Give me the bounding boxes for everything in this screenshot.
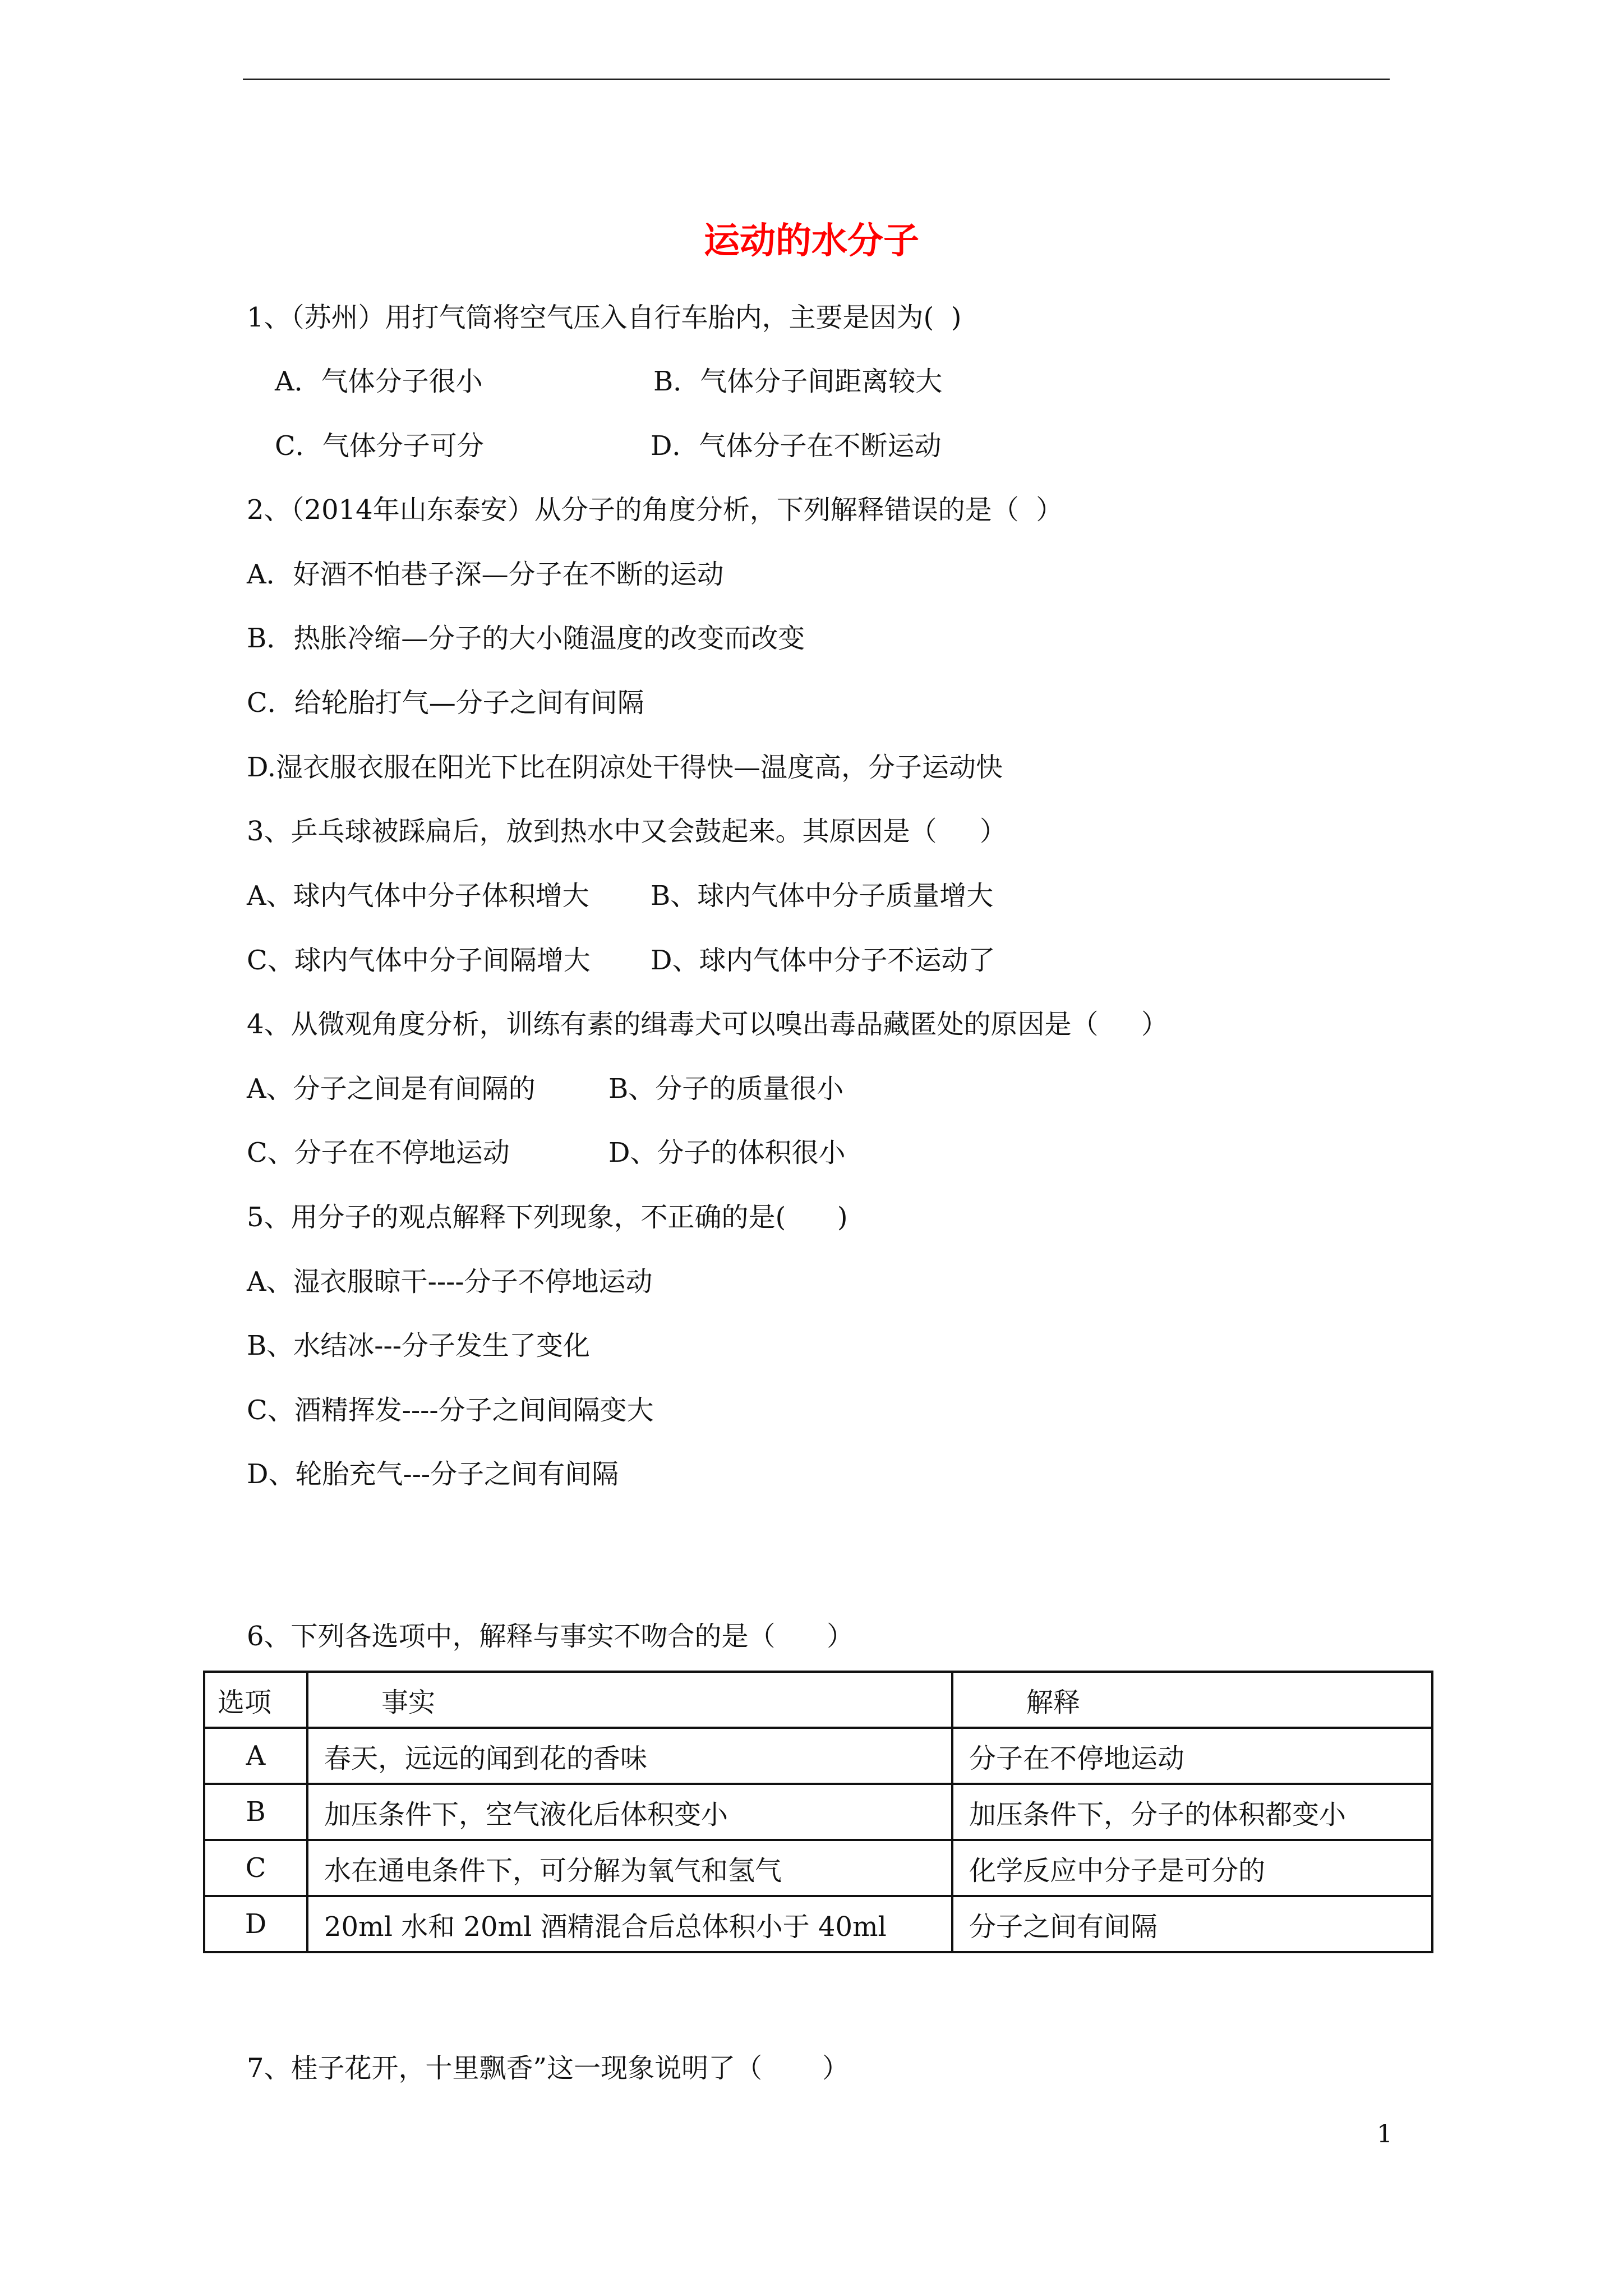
table-cell-option: A xyxy=(204,1728,307,1784)
question-4-option-a: A、分子之间是有间隔的 xyxy=(247,1073,536,1105)
facts-table xyxy=(203,1671,1433,1953)
question-3-option-a: A、球内气体中分子体积增大 xyxy=(247,880,589,912)
question-4-option-b: B、分子的质量很小 xyxy=(608,1073,844,1105)
table-header-row xyxy=(204,1672,1432,1728)
question-2-option-a: A．好酒不怕巷子深—分子在不断的运动 xyxy=(247,559,724,590)
question-2-option-b: B．热胀冷缩—分子的大小随温度的改变而改变 xyxy=(247,623,805,654)
table-cell-fact: 水在通电条件下，可分解为氧气和氢气 xyxy=(307,1840,952,1896)
table-header-fact: 事实 xyxy=(307,1672,952,1728)
question-5-option-c: C、酒精挥发----分子之间间隔变大 xyxy=(247,1395,654,1426)
question-3-option-c: C、球内气体中分子间隔增大 xyxy=(247,945,591,976)
table-cell-fact: 20ml 水和 20ml 酒精混合后总体积小于 40ml xyxy=(307,1896,952,1952)
question-7-stem: 7、桂子花开，十里飘香”这一现象说明了（ ） xyxy=(247,2053,849,2084)
page-title: 运动的水分子 xyxy=(704,220,919,262)
question-1-option-c: C．气体分子可分 xyxy=(275,430,484,462)
question-1-stem: 1、（苏州）用打气筒将空气压入自行车胎内，主要是因为( ) xyxy=(247,302,962,333)
question-3-option-d: D、球内气体中分子不运动了 xyxy=(651,945,995,976)
question-6-stem: 6、下列各选项中，解释与事实不吻合的是（ ） xyxy=(247,1621,854,1652)
table-row xyxy=(204,1784,1432,1840)
table-cell-option: D xyxy=(204,1896,307,1952)
question-4-stem: 4、从微观角度分析，训练有素的缉毒犬可以嗅出毒品藏匿处的原因是（ ） xyxy=(247,1009,1168,1040)
header-rule xyxy=(243,79,1390,80)
question-5-option-a: A、湿衣服晾干----分子不停地运动 xyxy=(247,1266,653,1297)
table-header-explanation: 解释 xyxy=(952,1672,1432,1728)
table-row xyxy=(204,1840,1432,1896)
table-header-option: 选项 xyxy=(204,1672,307,1728)
question-5-option-d: D、轮胎充气---分子之间有间隔 xyxy=(247,1458,619,1490)
question-2-stem: 2、（2014年山东泰安）从分子的角度分析，下列解释错误的是（ ） xyxy=(247,494,1063,526)
question-2-option-c: C．给轮胎打气—分子之间有间隔 xyxy=(247,687,644,719)
table-cell-option: B xyxy=(204,1784,307,1840)
table-cell-fact: 春天，远远的闻到花的香味 xyxy=(307,1728,952,1784)
page-number: 1 xyxy=(1377,2120,1393,2148)
question-1-option-b: B．气体分子间距离较大 xyxy=(653,366,943,397)
question-4-option-d: D、分子的体积很小 xyxy=(608,1137,846,1168)
question-3-option-b: B、球内气体中分子质量增大 xyxy=(651,880,994,912)
question-1-option-d: D．气体分子在不断运动 xyxy=(651,430,942,462)
table-row xyxy=(204,1728,1432,1784)
question-1-option-a: A．气体分子很小 xyxy=(275,366,483,397)
table-cell-option: C xyxy=(204,1840,307,1896)
question-3-stem: 3、乒乓球被踩扁后，放到热水中又会鼓起来。其原因是（ ） xyxy=(247,816,1007,847)
question-4-option-c: C、分子在不停地运动 xyxy=(247,1137,510,1168)
question-2-option-d: D.湿衣服衣服在阳光下比在阴凉处干得快—温度高，分子运动快 xyxy=(247,752,1003,783)
table-cell-fact: 加压条件下，空气液化后体积变小 xyxy=(307,1784,952,1840)
question-5-stem: 5、用分子的观点解释下列现象，不正确的是( ) xyxy=(247,1202,848,1233)
table-cell-explanation: 分子之间有间隔 xyxy=(952,1896,1432,1952)
table-cell-explanation: 分子在不停地运动 xyxy=(952,1728,1432,1784)
table-cell-explanation: 化学反应中分子是可分的 xyxy=(952,1840,1432,1896)
question-5-option-b: B、水结冰---分子发生了变化 xyxy=(247,1330,590,1361)
table-cell-explanation: 加压条件下，分子的体积都变小 xyxy=(952,1784,1432,1840)
table-row xyxy=(204,1896,1432,1952)
